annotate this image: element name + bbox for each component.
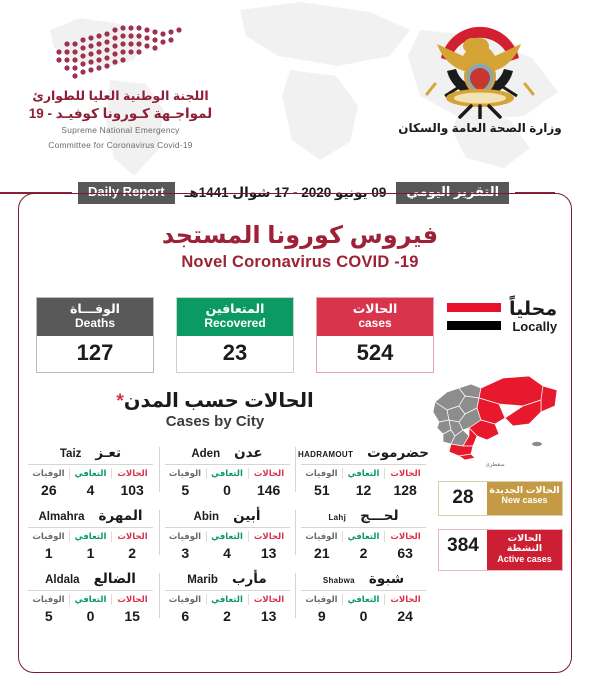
ministry-caption: وزارة الصحة العامة والسكان — [398, 121, 562, 135]
city-name-ar: حضرموت — [367, 445, 429, 460]
city-cases-value: 24 — [397, 608, 413, 624]
locally-indicator — [447, 300, 557, 334]
col-header-deaths: الوفيات — [305, 531, 338, 541]
city-deaths-value: 5 — [181, 482, 190, 498]
col-header-cases: الحالات — [248, 468, 290, 479]
city-column-headers — [165, 591, 290, 605]
city-cell-abin — [165, 508, 290, 561]
col-header-cases: الحالات — [248, 594, 290, 605]
stat-cases-label-ar: الحالات — [352, 302, 398, 316]
col-header-cases: الحالات — [384, 594, 426, 605]
city-deaths-value: 5 — [44, 608, 53, 624]
city-column-headers — [301, 528, 426, 542]
locally-label-en: Locally — [512, 318, 558, 334]
col-header-deaths: الوفيات — [305, 594, 338, 604]
col-header-cases: الحالات — [248, 531, 290, 542]
ministry-emblem — [380, 24, 580, 135]
stat-cases-label-en: cases — [358, 315, 392, 330]
city-name — [28, 445, 153, 465]
city-cell-aden — [165, 445, 290, 498]
city-deaths-value: 3 — [181, 545, 190, 561]
logo-arabic-line2: لمواجـهة كـورونا كوفيـد - 19 — [28, 105, 213, 121]
new-cases-label — [487, 482, 562, 515]
city-values — [28, 542, 153, 561]
map-socotra-label: سقطرى — [485, 462, 505, 468]
side-stat-active-cases — [438, 529, 563, 571]
city-cases-value: 128 — [393, 482, 417, 498]
city-column-headers — [301, 591, 426, 605]
col-header-cases: الحالات — [384, 531, 426, 542]
city-name-en: Lahj — [328, 513, 347, 522]
stat-card-deaths — [36, 297, 154, 373]
logo-arabic-line1: اللجنة الوطنية العليا للطوارئ — [32, 89, 209, 103]
col-header-recovered: التعافي — [342, 594, 384, 605]
city-name — [28, 508, 153, 528]
flag-stripe-white — [447, 312, 501, 321]
city-values — [165, 542, 290, 561]
city-values — [165, 605, 290, 624]
col-header-recovered: التعافي — [69, 531, 111, 542]
city-recovered-value: 2 — [223, 608, 231, 624]
city-deaths-value: 21 — [314, 545, 330, 561]
city-recovered-value: 0 — [359, 608, 368, 624]
city-name-ar: مأرب — [231, 571, 267, 586]
city-cell-aldala — [28, 571, 153, 624]
asterisk-marker: * — [116, 390, 124, 412]
city-recovered-value: 2 — [359, 545, 368, 561]
city-values — [301, 479, 426, 498]
page-title-arabic: فيروس كورونا المستجد — [161, 222, 439, 249]
stat-card-cases — [316, 297, 434, 373]
stat-deaths-label-en: Deaths — [74, 315, 115, 330]
col-header-deaths: الوفيات — [168, 468, 202, 478]
locally-label-ar: محلياً — [509, 299, 558, 320]
col-header-recovered: التعافي — [69, 468, 111, 479]
city-deaths-value: 26 — [41, 482, 57, 498]
city-recovered-value: 0 — [223, 482, 231, 498]
col-header-cases: الحالات — [111, 594, 153, 605]
city-deaths-value: 51 — [314, 482, 330, 498]
city-name-en: Marib — [187, 574, 218, 586]
stat-recovered-label-ar: المتعافين — [205, 302, 265, 316]
city-name — [165, 445, 290, 465]
active-cases-label — [487, 530, 562, 570]
city-column-headers — [165, 528, 290, 542]
logo-english-line1: Supreme National Emergency — [61, 125, 180, 136]
city-name-ar: أبين — [233, 508, 261, 523]
active-cases-label-ar: الحالات النشطة — [506, 533, 543, 555]
flag-stripe-black — [447, 321, 501, 330]
city-values — [165, 479, 290, 498]
new-cases-label-ar: الحالات الجديدة — [489, 485, 560, 496]
city-cell-taiz — [28, 445, 153, 498]
city-values — [28, 479, 153, 498]
city-values — [28, 605, 153, 624]
city-cases-value: 103 — [120, 482, 144, 498]
report-date: 09 يونيو 2020 - 17 شوال 1441هـ — [184, 185, 387, 200]
city-recovered-value: 0 — [86, 608, 95, 624]
stat-card-recovered — [176, 297, 294, 373]
col-header-cases: الحالات — [111, 531, 153, 542]
cases-by-city-heading-ar-text: الحالات حسب المدن — [123, 390, 314, 412]
col-header-cases: الحالات — [384, 468, 426, 479]
col-header-recovered: التعافي — [69, 594, 111, 605]
city-name-ar: تعـز — [95, 445, 122, 460]
side-stat-new-cases — [438, 481, 563, 516]
city-name — [301, 508, 426, 528]
city-row — [28, 571, 426, 624]
city-recovered-value: 4 — [223, 545, 231, 561]
city-cases-value: 63 — [397, 545, 413, 561]
city-recovered-value: 4 — [86, 482, 95, 498]
city-deaths-value: 9 — [317, 608, 326, 624]
active-cases-label-en: Active cases — [497, 553, 552, 564]
stat-recovered-caption — [177, 298, 293, 336]
city-cell-marib — [165, 571, 290, 624]
city-cell-shabwa — [301, 571, 426, 624]
col-header-deaths: الوفيات — [32, 594, 65, 604]
committee-logo — [28, 22, 213, 151]
city-cell-hadramout — [298, 445, 429, 498]
city-cases-value: 146 — [256, 482, 281, 498]
col-header-deaths: الوفيات — [32, 468, 65, 478]
city-name — [165, 508, 290, 528]
city-deaths-value: 1 — [44, 545, 53, 561]
city-values — [301, 542, 426, 561]
city-name-en: Shabwa — [322, 576, 355, 585]
stat-recovered-value: 23 — [177, 336, 293, 372]
stat-cases-value: 524 — [317, 336, 433, 372]
city-name-en: Aden — [191, 448, 221, 460]
city-column-headers — [165, 465, 290, 479]
stat-deaths-value: 127 — [37, 336, 153, 372]
summary-stats — [36, 297, 434, 373]
city-column-headers — [28, 528, 153, 542]
daily-report-chip-arabic: التقرير اليومي — [396, 182, 509, 204]
locally-text — [509, 300, 557, 334]
col-header-cases: الحالات — [111, 468, 153, 479]
city-cases-value: 15 — [124, 608, 140, 624]
cases-by-city-heading-ar — [0, 390, 430, 412]
city-cell-almahra — [28, 508, 153, 561]
city-name-en: Taiz — [59, 448, 82, 460]
city-row — [28, 508, 426, 561]
city-name-ar: الضالع — [93, 571, 136, 586]
col-header-deaths: الوفيات — [305, 468, 338, 478]
yemen-dotmap-icon — [45, 22, 197, 84]
active-cases-value: 384 — [447, 535, 479, 556]
col-header-recovered: التعافي — [342, 531, 384, 542]
city-cell-lahj — [301, 508, 426, 561]
stat-cases-caption — [317, 298, 433, 336]
city-recovered-value: 12 — [355, 482, 372, 498]
city-name — [298, 445, 429, 465]
city-row — [28, 445, 429, 498]
yemen-flag-icon — [447, 303, 501, 330]
page-header — [0, 0, 600, 175]
col-header-recovered: التعافي — [342, 468, 384, 479]
city-cases-value: 2 — [128, 545, 137, 561]
col-header-recovered: التعافي — [206, 468, 248, 479]
city-name-ar: عدن — [234, 445, 263, 460]
city-cases-value: 13 — [260, 545, 277, 561]
stat-deaths-label-ar: الوفـــاة — [70, 302, 120, 316]
col-header-deaths: الوفيات — [168, 531, 202, 541]
stat-deaths-caption — [37, 298, 153, 336]
yemen-eagle-emblem-icon — [405, 24, 555, 119]
city-values — [301, 605, 426, 624]
flag-stripe-red — [447, 303, 501, 312]
new-cases-label-en: New cases — [501, 495, 548, 506]
col-header-deaths: الوفيات — [168, 594, 202, 604]
logo-english-line2: Committee for Coronavirus Covid-19 — [48, 139, 193, 150]
new-cases-value: 28 — [452, 487, 474, 508]
city-cases-value: 13 — [260, 608, 277, 624]
city-name-ar: المهرة — [98, 508, 143, 523]
city-column-headers — [301, 465, 426, 479]
cases-by-city-heading-en: Cases by City — [165, 413, 265, 431]
city-name-ar: لحـــج — [360, 508, 399, 523]
col-header-deaths: الوفيات — [32, 531, 65, 541]
city-deaths-value: 6 — [181, 608, 190, 624]
city-name-en: HADRAMOUT — [298, 450, 354, 459]
stat-recovered-label-en: Recovered — [204, 315, 266, 330]
city-name-en: Abin — [193, 511, 220, 523]
city-recovered-value: 1 — [86, 545, 95, 561]
city-name-ar: شبوة — [368, 571, 405, 586]
city-name — [301, 571, 426, 591]
city-name-en: Almahra — [38, 511, 85, 523]
page-title-english: Novel Coronavirus COVID -19 — [181, 252, 419, 271]
page-title — [0, 222, 600, 272]
city-name — [165, 571, 290, 591]
yemen-governorates-map — [425, 366, 565, 466]
city-column-headers — [28, 591, 153, 605]
cases-by-city-heading — [0, 390, 430, 430]
col-header-recovered: التعافي — [206, 531, 248, 542]
city-name — [28, 571, 153, 591]
col-header-recovered: التعافي — [206, 594, 248, 605]
city-name-en: Aldala — [45, 574, 80, 586]
daily-report-chip-english: Daily Report — [78, 182, 175, 204]
city-table-grid — [28, 445, 429, 634]
city-column-headers — [28, 465, 153, 479]
